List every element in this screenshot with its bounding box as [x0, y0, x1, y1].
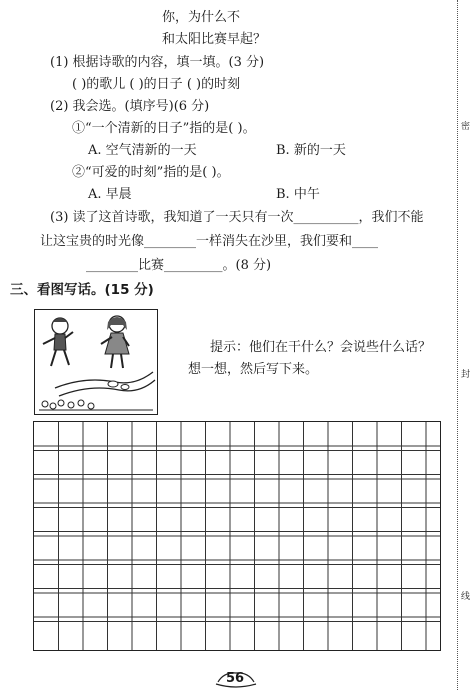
- poem-line-2: 和太阳比赛早起？: [162, 32, 267, 47]
- section3-hint-1: 提示：他们在干什么？会说些什么话？: [210, 340, 432, 355]
- q1-fill-line: ( )的歌儿 ( )的日子 ( )的时刻: [72, 77, 241, 92]
- q2-sub1-option-b: B. 新的一天: [276, 143, 346, 158]
- writing-grid[interactable]: [33, 421, 441, 651]
- q2-sub1-option-a: A. 空气清新的一天: [88, 143, 197, 158]
- margin-label-mi: 密: [461, 122, 471, 132]
- page-number: 56: [226, 671, 245, 686]
- q2-sub2-option-a: A. 早晨: [88, 187, 132, 202]
- q3-line-1: (3) 读了这首诗歌，我知道了一天只有一次__________，我们不能: [50, 210, 424, 225]
- margin-label-xian: 线: [461, 592, 471, 602]
- children-illustration-icon: [35, 310, 157, 414]
- q1-prompt: (1) 根据诗歌的内容，填一填。(3 分): [50, 55, 265, 70]
- q3-line-3: ________比赛_________。(8 分): [86, 258, 272, 273]
- illustration-children-playing: [34, 309, 158, 415]
- q2-sub2: ②“可爱的时刻”指的是( )。: [72, 165, 230, 180]
- section3-title: 三、看图写话。(15 分): [10, 282, 154, 298]
- q2-sub1: ①“一个清新的日子”指的是( )。: [72, 121, 256, 136]
- writing-grid-lines: [34, 422, 440, 650]
- poem-line-1: 你，为什么不: [162, 10, 241, 25]
- page-number-badge: [214, 670, 258, 688]
- margin-label-feng: 封: [461, 370, 471, 380]
- section3-hint-2: 想一想，然后写下来。: [188, 362, 319, 377]
- q3-line-2: 让这宝贵的时光像________一样消失在沙里，我们要和____: [40, 234, 379, 249]
- q2-sub2-option-b: B. 中午: [276, 187, 320, 202]
- q2-prompt: (2) 我会选。(填序号)(6 分): [50, 99, 210, 114]
- binding-margin-line: [457, 0, 458, 690]
